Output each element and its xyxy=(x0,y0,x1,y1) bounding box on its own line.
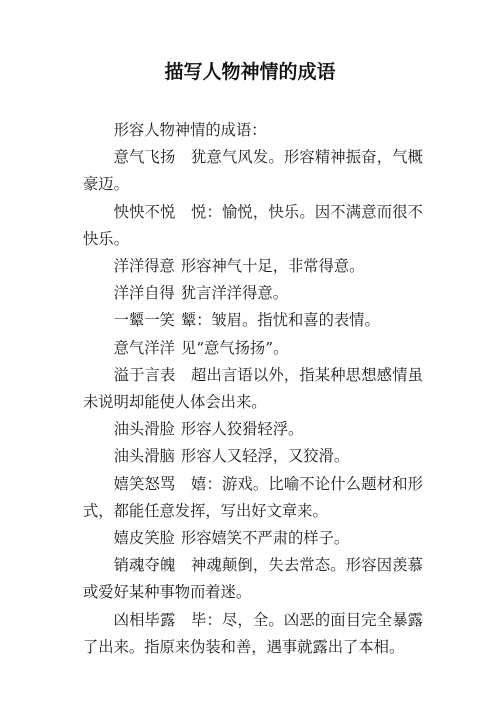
idiom-definition: 见“意气扬扬”。 xyxy=(180,338,289,357)
idiom-definition: 颦：皱眉。指忧和喜的表情。 xyxy=(180,311,380,330)
idiom-definition: 犹言洋洋得意。 xyxy=(180,284,288,303)
idiom-term: 油头滑脑 xyxy=(113,447,175,466)
idiom-term: 一颦一笑 xyxy=(113,311,175,330)
idiom-term: 怏怏不悦 xyxy=(113,202,176,221)
idiom-definition: 犹意气风发。形容精神振奋，气概豪迈。 xyxy=(83,148,423,194)
idiom-definition: 形容人狡猾轻浮。 xyxy=(180,420,304,439)
idiom-entry xyxy=(83,253,423,280)
idiom-definition: 形容嬉笑不严肃的样子。 xyxy=(180,529,350,548)
idiom-definition: 神魂颠倒，失去常态。形容因羡慕或爱好某种事物而着迷。 xyxy=(83,556,423,602)
idiom-definition: 形容人又轻浮，又狡滑。 xyxy=(180,447,350,466)
idiom-definition: 超出言语以外，指某种思想感情虽未说明却能使人体会出来。 xyxy=(83,365,423,412)
idiom-entry xyxy=(83,362,423,416)
idiom-definition: 嬉：游戏。比喻不论什么题材和形式，都能任意发挥，写出好文章来。 xyxy=(83,474,423,520)
idiom-term: 油头滑脸 xyxy=(113,420,175,439)
idiom-term: 销魂夺魄 xyxy=(113,556,176,575)
idiom-entry xyxy=(83,552,423,606)
idiom-definition: 悦：愉悦，快乐。因不满意而很不快乐。 xyxy=(83,202,423,248)
idiom-term: 洋洋得意 xyxy=(113,257,175,276)
idiom-term: 溢于言表 xyxy=(113,365,176,384)
intro-paragraph xyxy=(83,117,423,144)
idiom-term: 凶相毕露 xyxy=(113,610,176,629)
idiom-term: 洋洋自得 xyxy=(113,284,175,303)
idiom-definition: 形容神气十足，非常得意。 xyxy=(180,257,365,276)
idiom-entry xyxy=(83,471,423,525)
intro-text: 形容人物神情的成语： xyxy=(113,121,267,139)
idiom-entry xyxy=(83,443,423,470)
idiom-term: 嬉笑怒骂 xyxy=(113,474,176,493)
idiom-entry xyxy=(83,416,423,443)
idiom-entry xyxy=(83,307,423,334)
idiom-entry xyxy=(83,607,423,661)
idiom-definition: 毕：尽，全。凶恶的面目完全暴露了出来。指原来伪装和善，遇事就露出了本相。 xyxy=(83,610,423,656)
idiom-term: 意气飞扬 xyxy=(113,148,176,167)
idiom-entry-list xyxy=(83,144,423,661)
idiom-entry xyxy=(83,525,423,552)
idiom-entry xyxy=(83,280,423,307)
idiom-entry xyxy=(83,144,423,198)
idiom-entry xyxy=(83,199,423,253)
idiom-term: 嬉皮笑脸 xyxy=(113,529,175,548)
idiom-term: 意气洋洋 xyxy=(113,338,175,357)
idiom-entry xyxy=(83,335,423,362)
document-body xyxy=(83,117,423,661)
document-title: 描写人物神情的成语 xyxy=(164,61,336,83)
